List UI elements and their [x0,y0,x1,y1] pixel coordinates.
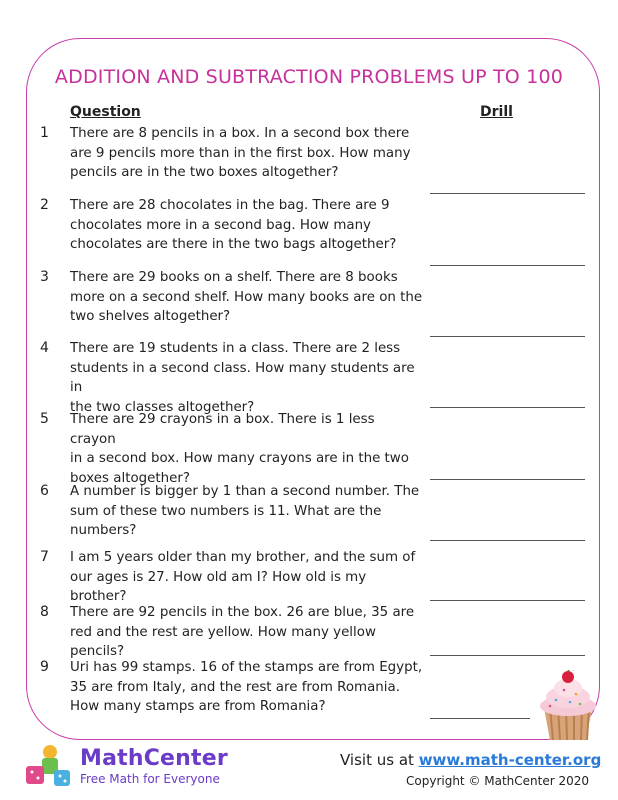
question-number: 3 [40,269,49,285]
question-text: A number is bigger by 1 than a second number. The sum of these two numbers is 11. What are the numbers? [70,484,420,538]
question-number: 7 [40,549,49,565]
mathcenter-logo-icon [24,744,74,790]
question-number: 6 [40,483,49,499]
question-number: 5 [40,411,49,427]
question-header: Question [70,104,141,120]
answer-line[interactable] [430,718,530,719]
answer-line[interactable] [430,407,585,408]
question-text: I am 5 years older than my brother, and the sum of our ages is 27. How old am I? How old is my brother? [70,550,416,604]
question-text: There are 29 books on a shelf. There are 8 books more on a second shelf. How many books are on the two shelves altogether? [70,270,423,324]
copyright: Copyright © MathCenter 2020 [406,774,590,788]
question-text: Uri has 99 stamps. 16 of the stamps are from Egypt, 35 are from Italy, and the rest are from Romania. How many stamps are from Romania? [70,660,423,714]
answer-line[interactable] [430,540,585,541]
question-number: 9 [40,659,49,675]
page-title: ADDITION AND SUBTRACTION PROBLEMS UP TO 100 [54,66,564,88]
answer-line[interactable] [430,600,585,601]
brand-name: MathCenter [80,746,228,771]
answer-line[interactable] [430,193,585,194]
answer-line[interactable] [430,479,585,480]
question-number: 1 [40,125,49,141]
question-text: There are 8 pencils in a box. In a second box there are 9 pencils more than in the first box. How many pencils are in the two boxes altogether? [70,126,411,180]
answer-line[interactable] [430,336,585,337]
answer-line[interactable] [430,655,585,656]
question-number: 8 [40,604,49,620]
visit-text: Visit us at www.math-center.org [340,751,602,769]
brand-tagline: Free Math for Everyone [80,772,220,786]
question-number: 2 [40,197,49,213]
question-text: There are 28 chocolates in the bag. There are 9 chocolates more in a second bag. How many chocolates are there in the two bags altogether? [70,198,397,252]
question-text: There are 29 crayons in a box. There is 1 less crayon in a second box. How many crayons are in the two boxes altogether? [70,412,409,486]
question-number: 4 [40,340,49,356]
drill-header: Drill [480,104,513,120]
question-text: There are 19 students in a class. There are 2 less students in a second class. How many students are in the two classes altogether? [70,341,415,415]
question-text: There are 92 pencils in the box. 26 are blue, 35 are red and the rest are yellow. How many yellow pencils? [70,605,415,659]
cupcake-icon [536,670,600,742]
answer-line[interactable] [430,265,585,266]
website-link[interactable]: www.math-center.org [418,751,602,769]
